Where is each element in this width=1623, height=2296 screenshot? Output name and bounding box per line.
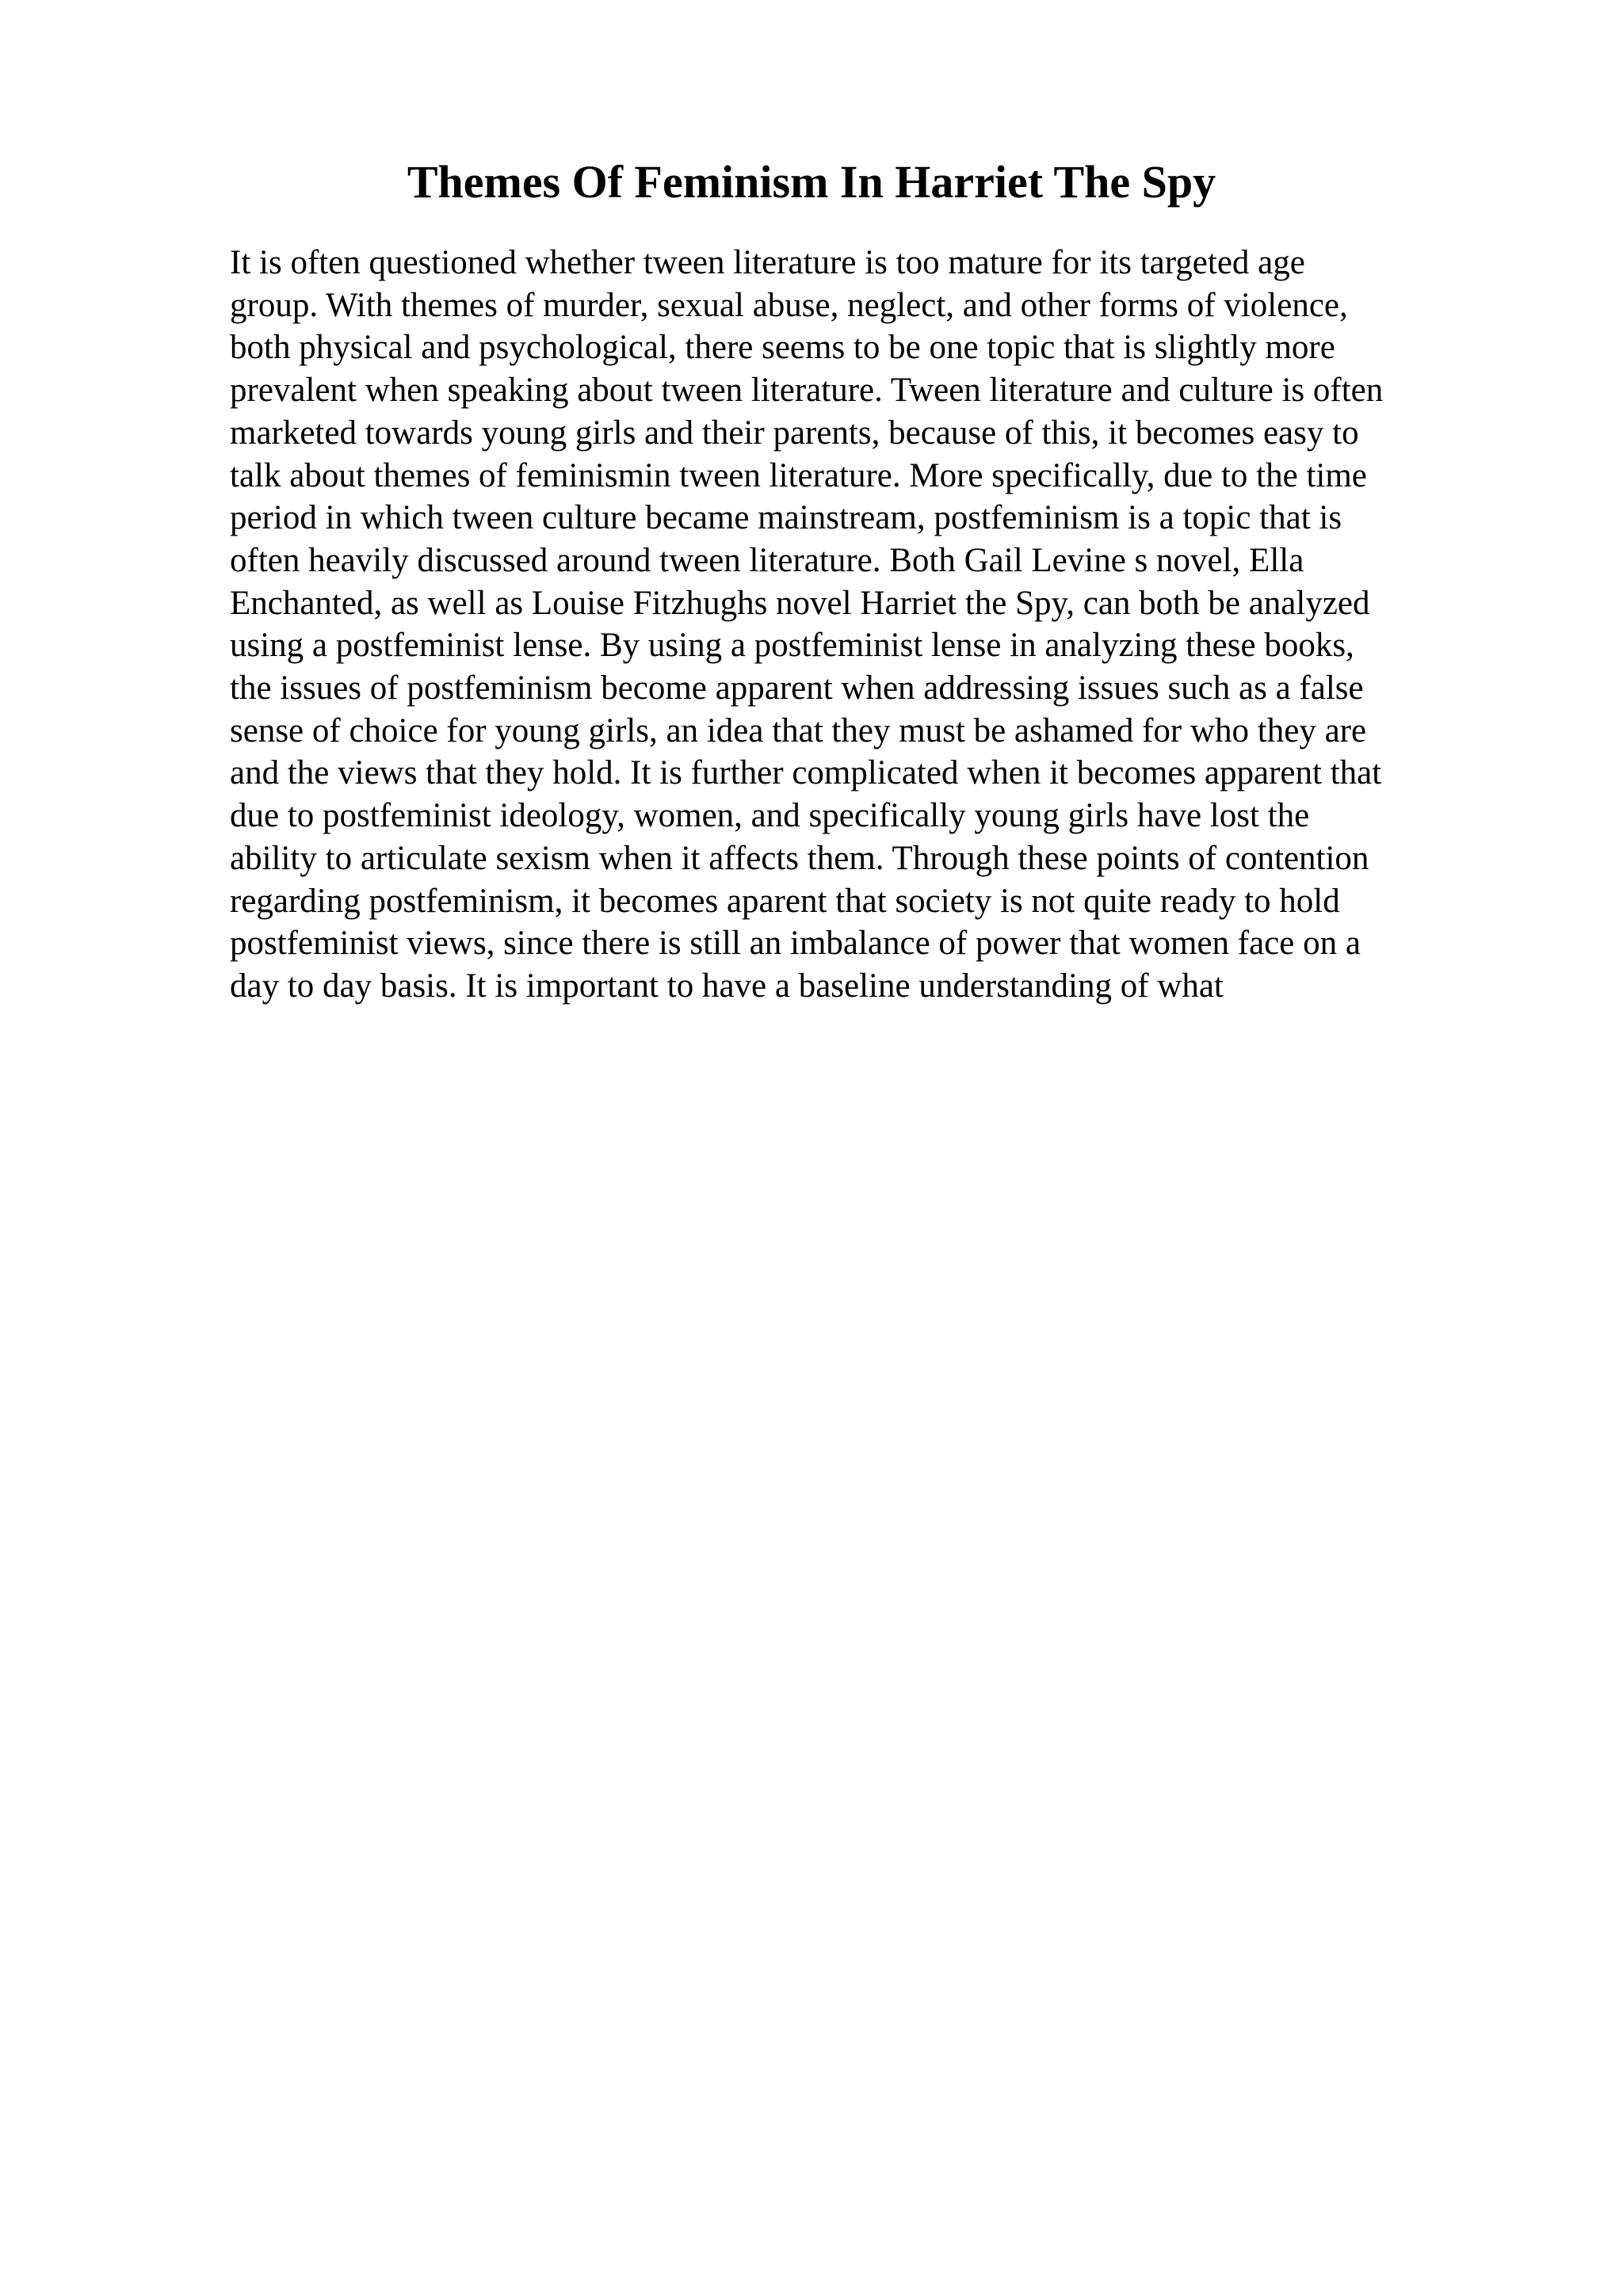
body-line: period in which tween culture became mainstream, postfeminism is a topic that is bbox=[230, 499, 1342, 537]
body-line: ability to articulate sexism when it affects them. Through these points of contention bbox=[230, 839, 1369, 877]
body-line: Enchanted, as well as Louise Fitzhughs novel Harriet the Spy, can both be analyzed bbox=[230, 584, 1370, 622]
body-line: using a postfeminist lense. By using a postfeminist lense in analyzing these books, bbox=[230, 627, 1354, 665]
body-line: both physical and psychological, there seems to be one topic that is slightly more bbox=[230, 329, 1335, 367]
document-body bbox=[230, 242, 1482, 1008]
body-line: It is often questioned whether tween literature is too mature for its targeted age bbox=[230, 244, 1305, 281]
body-line: sense of choice for young girls, an idea that they must be ashamed for who they are bbox=[230, 711, 1367, 749]
body-line: often heavily discussed around tween literature. Both Gail Levine s novel, Ella bbox=[230, 541, 1304, 579]
body-line: postfeminist views, since there is still an imbalance of power that women face on a bbox=[230, 925, 1361, 963]
body-line: marketed towards young girls and their parents, because of this, it becomes easy to bbox=[230, 414, 1359, 452]
body-line: regarding postfeminism, it becomes aparent that society is not quite ready to hold bbox=[230, 882, 1340, 920]
document-title: Themes Of Feminism In Harriet The Spy bbox=[407, 156, 1216, 208]
body-line: prevalent when speaking about tween literature. Tween literature and culture is often bbox=[230, 372, 1384, 410]
body-line: group. With themes of murder, sexual abuse, neglect, and other forms of violence, bbox=[230, 286, 1348, 324]
body-line: day to day basis. It is important to have a baseline understanding of what bbox=[230, 967, 1224, 1005]
body-line: due to postfeminist ideology, women, and specifically young girls have lost the bbox=[230, 797, 1310, 835]
body-line: talk about themes of feminismin tween literature. More specifically, due to the time bbox=[230, 456, 1367, 494]
body-line: the issues of postfeminism become apparent when addressing issues such as a false bbox=[230, 669, 1364, 707]
body-line: and the views that they hold. It is further complicated when it becomes apparent that bbox=[230, 754, 1382, 792]
